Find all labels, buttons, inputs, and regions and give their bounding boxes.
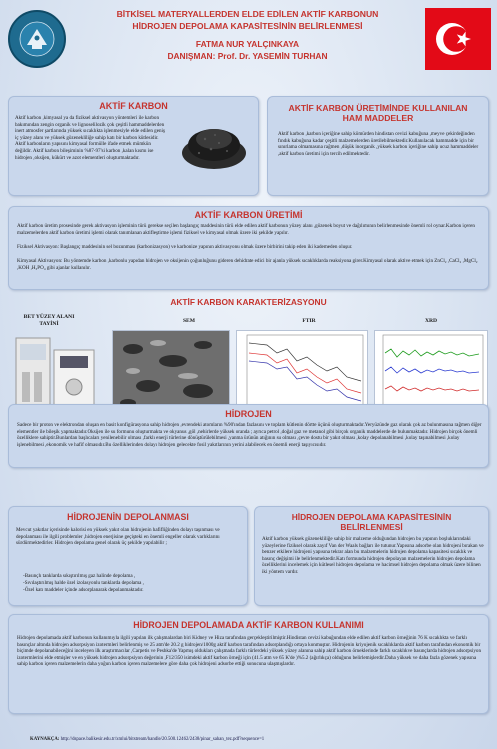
section-body: Hidrojen depolamada aktif karbonun kullanımıyla ilgili yapılan ilk çalışmalardan biri Kidney ve Hiza tarafından gerçekleştirilmiştir.Hindistan cevizi kabuğundan elde edilen aktif karbon örneğinin 76 K sıcaklıkta ve farklı basınçlar altında hidrojen adsorpsiyon izotermleri belirlenmiş ve 25 atm'de 20.2 g hidrojen/1000g aktif karbon tarafından adsorplandığı ortaya konmuştur. Hidrojenin kriyojenik sıcaklıklarda aktif karbon tarafından ekonomik bir biçimde depolanabileceğini inceleyen ilk araştırmacılar ,Carpetis ve Peshka'de Yapmış oldukları çalışmada farklı türlerdeki yüksek yüzey alanına sahip aktif karbon örneklerinde farklı sıcaklıkve basınçlarda hidrojen adsorpsiyon izotermlerini elde etmişler ve en yüksek hidrojen adsorpsiyon değerinin ,F12/350 isimdeki aktif karbon örneği için (41.5 atm ve 65 K'de )%5.2 (ağırlıkça) olduğunu belirlemişlerdir.Daha yüksek ve daha fazla gözenek yapısına sahip karbon içeren malzemelerin daha yoğun karbon içeren malzemelere göre daha çok hidrojeni adsorbe ettiği sonucuna ulaşmışlardır.	[17, 635, 482, 668]
turkish-flag	[425, 8, 491, 70]
section-paragraph-3: Kimyasal Aktivasyon: Bu yöntemde karbon ,karbonlu yapıdan hidrojen ve oksijenin çoğunluğunu gideren dehidrate edici bir ajanla yüksek sıcaklıklarda reaksiyona girer.Kimyasal olarak aktive etmek için ZnCl₂ ,CaCl₂ ,MgCl₂ ,KOH ,H₃PO₄ gibi ajanlar kullanılır.	[17, 258, 478, 271]
references-footer	[30, 736, 490, 743]
section-title: HİDROJENİN DEPOLANMASI	[67, 512, 189, 522]
bet-instrument-image	[12, 332, 100, 412]
section-uretim-ham-maddeler	[267, 96, 489, 196]
section-hidrojen-depolanmasi	[8, 506, 248, 606]
section-body: Aktif karbon ,kimyasal ya da fiziksel aktivasyon yöntemleri ile karbon bakımından zengin organik ve lignoselilozik çok çeşitli hammaddelerden inert atmosfer şartlarında yüksek sıcaklıkta işlenmesiyle elde edilen geniş iç yüzey alanı ve yüksek gözenekliliğe sahip katı bir karbon kütlesidir. Aktif karbonların yapısını kimyasal formülle ifade etmek mümkün değildir. Aktif karbon bileşiminin %87-97'si karbon ,kalan kısmı ise hidrojen ,oksijen, kükürt ve azot elementleri oluşturmaktadır.	[15, 115, 165, 161]
section-title: AKTİF KARBON ÜRETİMİNDE KULLANILAN HAM MADDELER	[288, 103, 468, 123]
label-xrd: XRD	[424, 318, 438, 324]
university-seal-icon	[10, 12, 64, 66]
crescent-star-icon	[425, 8, 491, 70]
references-label: KAYNAKÇA:	[30, 737, 60, 742]
section-depolama-kapasitesi	[254, 506, 489, 606]
section-title: AKTİF KARBON ÜRETİMİ	[194, 210, 303, 220]
poster-title-block	[75, 8, 420, 62]
label-bet: BET YÜZEY ALANI TAYİNİ	[23, 314, 75, 327]
storage-method-3: -Özel katı maddeler içinde adsorplanarak depolanmaktadır.	[23, 587, 144, 593]
section-title: HİDROJEN DEPOLAMADA AKTİF KARBON KULLANIMI	[133, 620, 364, 630]
section-aktif-karbon-uretimi	[8, 206, 489, 290]
section-body: Mevcut yakıtlar içerisinde kalorisi en yüksek yakıt olan hidrojenin hafifliğinden dolayı taşınması ve depolanması ile ilgili problemler ,hidrojen enerjisine geçişteki en önemli engeller olarak varlıklarını sürdürmektedirler. Hidrojen depolama genel olarak üç şekilde yapılabilir ;	[16, 527, 220, 547]
section-aktif-karbon	[8, 96, 259, 196]
karakterizasyon-title: AKTİF KARBON KARAKTERİZASYONU	[170, 297, 327, 307]
section-body: Aktif karbon yüksek gözenekliliğe sahip bir malzeme olduğundan hidrojen bu yapının boşluklarındaki yüzeylerine fiziksel olarak zayıf Van der Waals bağları ile tutunur.Yapısına adsorbe olan hidrojeni bırakan ve benzer etkilere hidrojeni yapısına tekrar alan bu malzemelerin hidrojen depolama kapasitesi sıcaklık ve basınç değişimi ile belirlenmektedir.Katı formunda hidrojen depolayan malzemelerin hidrojen depolama özelliklerini incelemek için kütlesel hidrojen depolama ve hacimsel hidrojen depolama olmak üzere bilinen iki yöntem vardır.	[262, 536, 484, 575]
ftir-spectrum	[236, 330, 368, 414]
section-aktif-karbon-kullanimi	[8, 614, 489, 714]
section-karakterizasyon	[8, 308, 489, 418]
sem-image	[112, 330, 230, 414]
university-logo	[8, 10, 66, 68]
poster-header	[0, 0, 497, 86]
advisor-name: DANIŞMAN: Prof. Dr. YASEMİN TURHAN	[167, 51, 328, 61]
section-title: HİDROJEN DEPOLAMA KAPASİTESİNİN BELİRLENMESİ	[291, 512, 452, 532]
section-paragraph-2: Fiziksel Aktivasyon: Başlangıç maddesinin sel bozunması (karbonizasyon) ve karbonize yapının aktivasyonu olmak üzere birbirini takip eden iki kademeden oluşur.	[17, 244, 353, 250]
section-body: Sadece bir proton ve elektrondan oluşan en basit konfigürasyona sahip hidrojen ,evrendeki atomların %90'ından fazlasını ve toplam kütlenin dörtte üçünü oluşturmaktadır.Yeryüzünde gaz olarak çok az bulunmasına rağmen diğer elementler ile bileşik yapmaktadır.Oksijen ile su formunu oluşturmakta ve okyanus ,göl ,nehirlerde yüksek oranda ; ayrıca petrol ,doğal gaz ve metanol gibi birçok organik maddelerde de bulunmaktadır. Hidrojen birçok önemli özelliklere sahiptir.Bunlardan başlıcaları yenilenebilir olması ,farklı enerji türlerine dönüştürülebilmesi ,yanma ürünün atığının su olması ,çevre dostu bir yakıt olması ,kolay depolanabilmesi ,kolay taşınabilmesi ,kolay işlenebilmesi ,ekonomik ve hafif olmasıdır.Bu özelliklerinden dolayı hidrojen gelecekte fosil yakıtlarının yerini alabilecek en önemli enerji taşıyıcısıdır.	[17, 422, 482, 448]
storage-method-2: -Sıvılaştırılmış halde özel izolasyonlu tanklarda depolama ,	[23, 580, 144, 586]
label-sem: SEM	[182, 318, 196, 324]
section-body: Aktif karbon ,karbon içeriğine sahip kömürden hindistan cevizi kabuğuna ,meyve çekirdeğinden fındık kabuğuna kadar çeşitli malzemelerden üretilebilmektedir.Kullanılacak hammadde için bir sınırlama olmamasına rağmen ,düşük inorganik ,yüksek karbon içeriğine sahip ucuz hammaddeler ,aktif karbon üretimi için tercih edilmektedir.	[278, 131, 479, 157]
section-paragraph-1: Aktif karbon üretim prosesinde gerek aktivasyon işleminin türü gerekse seçilen başlangıç maddesinin türü elde edilen aktif karbonun yüzey alanı ,gözenek boyut ve dağılımının belirlenmesinde önemli rol oynar.Karbon içeren malzemelerden aktif karbon üretimi işlemi olarak tanımlanan aktifleştirme işlemi fiziksel ve kimyasal olmak üzere iki şekilde yapılır.	[17, 223, 475, 236]
label-ftir: FTIR	[302, 318, 316, 324]
author-name: FATMA NUR YALÇINKAYA	[195, 39, 300, 49]
references-link[interactable]: http://dspace.balikesir.edu.tr/xmlui/bitstream/handle/20.500.12462/2438/pinar_sahan_tez.pdf?sequence=1	[60, 737, 265, 742]
section-title: HİDROJEN	[225, 409, 272, 419]
section-title: AKTİF KARBON	[99, 101, 168, 111]
xrd-pattern	[374, 330, 488, 414]
poster-title-line2: HİDROJEN DEPOLAMA KAPASİTESİNİN BELİRLENMESİ	[132, 21, 363, 31]
poster-title-line1: BİTKİSEL MATERYALLERDEN ELDE EDİLEN AKTİF KARBONUN	[116, 9, 379, 19]
section-hidrojen	[8, 404, 489, 468]
activated-carbon-image	[175, 113, 253, 175]
storage-method-1: -Basınçlı tanklarda sıkıştırılmış gaz halinde depolama ,	[23, 573, 136, 579]
